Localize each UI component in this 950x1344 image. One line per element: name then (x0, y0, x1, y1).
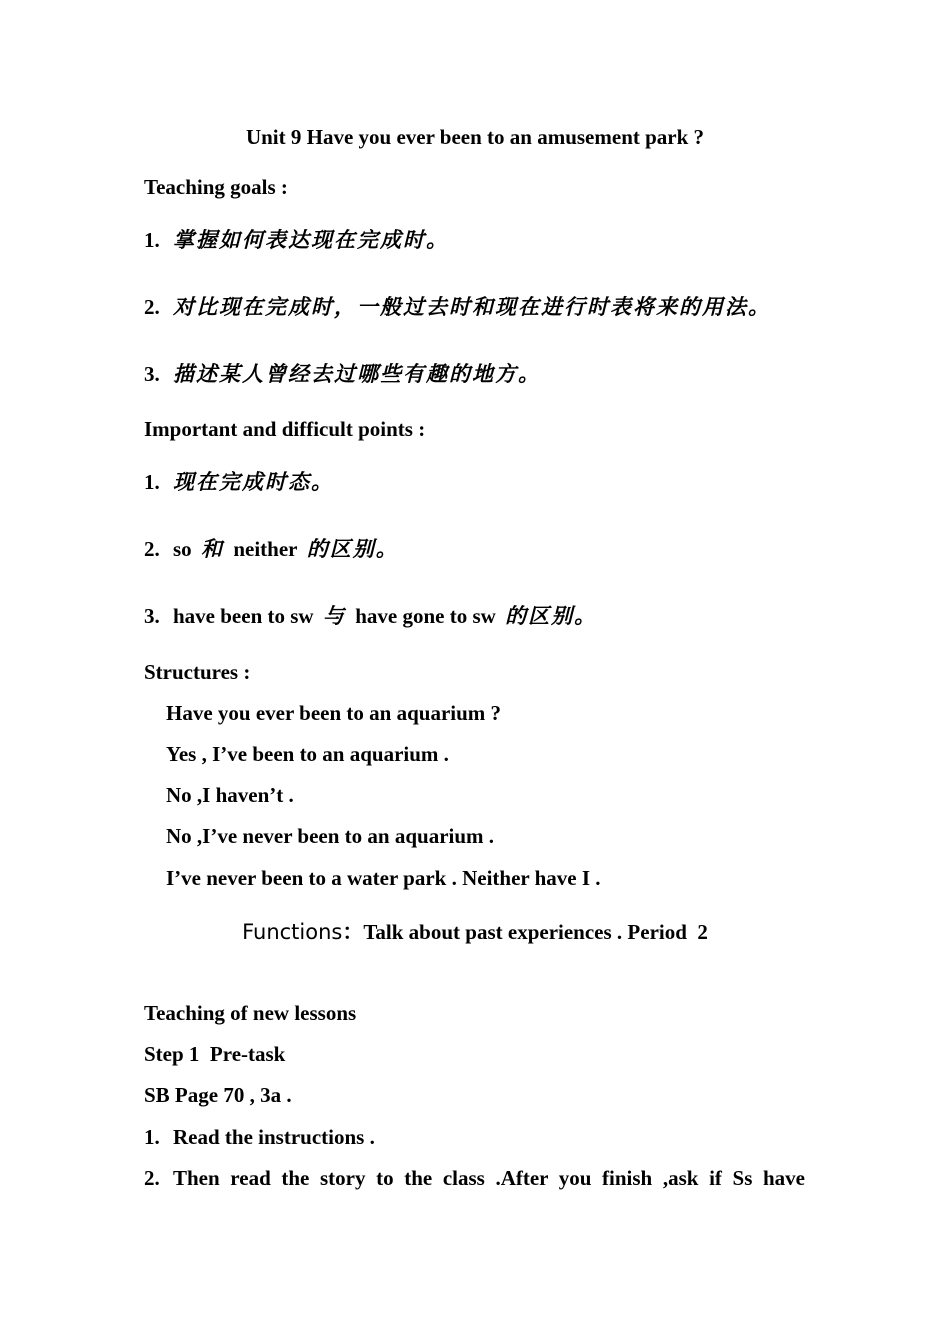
teaching-goals-heading: Teaching goals : (144, 175, 288, 199)
lesson-item (144, 1124, 375, 1150)
item-text: 和 (191, 536, 234, 561)
item-text: 的区别。 (495, 603, 598, 628)
item-number: 1. (144, 470, 160, 494)
item-text: so (173, 537, 192, 561)
functions-label: Functions (242, 920, 343, 944)
important-point-item (144, 469, 334, 495)
item-number: 2. (144, 295, 160, 319)
item-text: Read the instructions . (173, 1125, 375, 1149)
item-number: 2. (144, 537, 160, 561)
functions-line (0, 919, 950, 945)
item-text: have gone to sw (355, 604, 496, 628)
item-text: have been to sw (173, 604, 314, 628)
structures-heading: Structures : (144, 660, 251, 684)
page-reference: SB Page 70 , 3a . (144, 1083, 292, 1107)
important-point-item (144, 536, 399, 562)
item-text: 掌握如何表达现在完成时。 (173, 227, 449, 252)
important-points-heading: Important and difficult points : (144, 417, 426, 441)
document-title: Unit 9 Have you ever been to an amusement park ? (245, 125, 705, 149)
item-number: 1. (144, 228, 160, 252)
lesson-item (144, 1165, 805, 1191)
item-number: 3. (144, 604, 160, 628)
structure-line: No ,I’ve never been to an aquarium . (166, 824, 495, 848)
item-text: 的区别。 (297, 536, 399, 561)
item-text: Then read the story to the class .After you finish ,ask if Ss have (173, 1166, 805, 1190)
item-number: 2. (144, 1166, 160, 1190)
teaching-goal-item (144, 227, 449, 253)
structure-line: No ,I haven’t . (166, 783, 294, 807)
item-number: 3. (144, 362, 160, 386)
structure-line: I’ve never been to a water park . Neither have I . (166, 866, 601, 890)
step-heading: Step 1 Pre-task (144, 1042, 286, 1066)
item-text: 对比现在完成时，一般过去时和现在进行时表将来的用法。 (173, 294, 771, 319)
item-number: 1. (144, 1125, 160, 1149)
item-text: 现在完成时态。 (173, 469, 334, 494)
structure-line: Yes , I’ve been to an aquarium . (166, 742, 449, 766)
teaching-goal-item (144, 294, 771, 320)
important-point-item (144, 603, 597, 629)
structure-line: Have you ever been to an aquarium ? (166, 701, 502, 725)
functions-text: Talk about past experiences . Period 2 (363, 920, 708, 944)
lesson-heading: Teaching of new lessons (144, 1001, 357, 1025)
item-text: 描述某人曾经去过哪些有趣的地方。 (173, 361, 541, 386)
teaching-goal-item (144, 361, 541, 387)
item-text: 与 (313, 603, 356, 628)
functions-separator: ： (342, 920, 364, 944)
item-text: neither (233, 537, 298, 561)
